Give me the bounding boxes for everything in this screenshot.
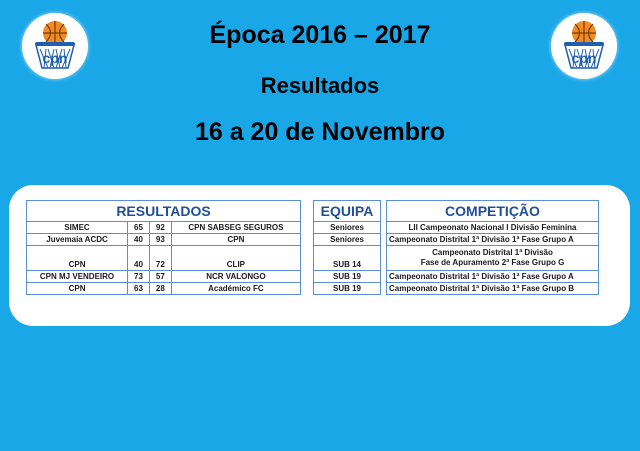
team-cell: SUB 14 [314,246,381,271]
date-range: 16 a 20 de Novembro [194,118,446,146]
competition-cell: LII Campeonato Nacional I Divisão Feminina [387,222,599,234]
home-team: CPN [27,246,128,271]
team-cell: SUB 19 [314,271,381,283]
table-row [27,271,301,283]
season-title: Época 2016 – 2017 [209,21,431,49]
competition-cell: Campeonato Distrital 1ª Divisão 1ª Fase Grupo A [387,271,599,283]
away-score: 28 [149,283,171,295]
away-score: 57 [149,271,171,283]
team-header: EQUIPA [314,201,381,222]
table-row [314,283,381,295]
table-row [314,271,381,283]
table-row [387,283,599,295]
home-score: 65 [128,222,150,234]
competition-line-1: Campeonato Distrital 1ª Divisão [432,248,553,257]
competition-table [386,200,599,295]
competition-cell: Campeonato Distrital 1ª Divisão 1ª Fase Grupo A [387,234,599,246]
table-row [27,246,301,271]
results-header: RESULTADOS [27,201,301,222]
table-row [27,283,301,295]
table-row [27,222,301,234]
home-team: SIMEC [27,222,128,234]
away-score: 72 [149,246,171,271]
competition-line-2: Fase de Apuramento 2ª Fase Grupo G [420,258,565,267]
home-score: 63 [128,283,150,295]
team-table [313,200,381,295]
away-score: 93 [149,234,171,246]
table-row [387,246,599,271]
competition-cell [387,246,599,271]
results-table [26,200,301,295]
table-row [387,271,599,283]
home-team: CPN [27,283,128,295]
team-cell: SUB 19 [314,283,381,295]
table-row [387,234,599,246]
team-cell: Seniores [314,234,381,246]
home-score: 40 [128,246,150,271]
table-row [387,222,599,234]
logo-text: cpn [571,50,597,66]
home-score: 40 [128,234,150,246]
away-team: CLIP [171,246,300,271]
away-team: CPN [171,234,300,246]
home-team: CPN MJ VENDEIRO [27,271,128,283]
away-score: 92 [149,222,171,234]
away-team: Académico FC [171,283,300,295]
page-subtitle: Resultados [260,73,380,98]
table-row [27,234,301,246]
competition-cell: Campeonato Distrital 1ª Divisão 1ª Fase Grupo B [387,283,599,295]
team-cell: Seniores [314,222,381,234]
table-row [314,234,381,246]
away-team: CPN SABSEG SEGUROS [171,222,300,234]
competition-header: COMPETIÇÃO [387,201,599,222]
logo-text: cpn [42,50,68,66]
home-score: 73 [128,271,150,283]
table-row [314,246,381,271]
home-team: Juvemaia ACDC [27,234,128,246]
table-row [314,222,381,234]
away-team: NCR VALONGO [171,271,300,283]
